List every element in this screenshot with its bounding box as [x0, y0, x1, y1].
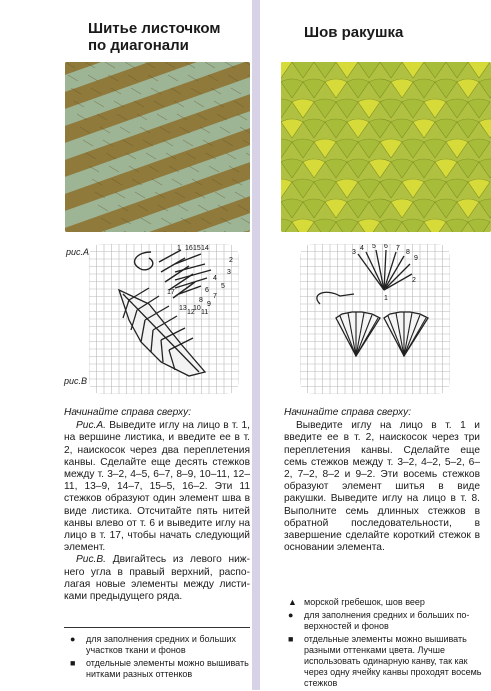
left-paragraph-b	[64, 554, 250, 603]
diagram-point-label: 15	[193, 245, 201, 252]
shell-stitch-photo	[281, 62, 491, 232]
column-divider	[252, 0, 260, 690]
right-notes	[282, 597, 488, 691]
diagram-point-label: 2	[412, 277, 416, 284]
diagram-point-label: 5	[221, 283, 225, 290]
right-lead: Начинайте справа сверху:	[284, 407, 412, 418]
left-para-a-text: Выведите иглу на лицо в т. 1, на вершине листика, и введите ее в т. 2, наискосок через два переплетения канвы. Сделайте еще десять стежков между т. 3–2, 4–5, 6–7, 8–9, 10–11, 12–11, 13–9, 14–7, 15–5, 16–2. Эти 11 стежков образуют один элемент шва в виде листика. Отсчитайте пять нитей канвы влево от т. 6 и выведите иглу на лицо в т. 17, чтобы начать следующий элемент.	[64, 420, 250, 554]
right-note-text: морской гребешок, шов веер	[304, 597, 425, 607]
circle-bullet-icon: ●	[288, 610, 294, 620]
right-note	[282, 610, 488, 632]
diagram-point-label: 10	[193, 305, 201, 312]
right-paragraph: Выведите иглу на лицо в т. 1 и введите ее в т. 2, наискосок через три переплетения канвы. Сделайте еще семь стежков между т. 3–2, 4–2, 5–2, 6–2, 7–2, 8–2 и 9–2. Эти восемь стежков образуют элемент шитья в виде ракушки. Выведите иглу на лицо в т. 8. Выполните семь длинных стежков в обратной последовательности, в завершение сделайте короткий стежок в основании элемента.	[284, 420, 480, 554]
diagram-point-label: 11	[201, 309, 209, 316]
diagram-point-label: 5	[372, 244, 376, 250]
diagram-point-label: 8	[199, 297, 203, 304]
left-para-a-fig: Рис.А.	[76, 420, 107, 432]
diagram-point-label: 8	[406, 249, 410, 256]
left-note-text: для заполнения средних и больших участков ткани и фонов	[86, 634, 237, 655]
circle-bullet-icon: ●	[70, 634, 76, 644]
diagram-point-label: 6	[384, 244, 388, 250]
diagram-point-label: 9	[414, 255, 418, 262]
left-para-b-text: Двигайтесь из левого нижнего угла в правый верхний, располагая новые элементы между листиками предыдущего ряда.	[64, 554, 250, 603]
left-title-line1: Шитье листочком	[88, 20, 221, 37]
left-note-text: отдельные элементы можно вышивать нитками разных оттенков	[86, 658, 249, 679]
fig-a-label: рис.А	[66, 247, 90, 257]
diagram-point-label: 16	[185, 245, 193, 252]
right-note-text: отдельные элементы можно вышивать разными оттенками цвета. Лучше использовать одинарную канву, так как через одну ячейку канвы проходят восемь стежков	[304, 634, 482, 688]
right-title: Шов ракушка	[304, 24, 404, 41]
diagram-point-label: 7	[396, 245, 400, 252]
left-note	[64, 634, 250, 656]
diagram-point-label: 4	[360, 245, 364, 252]
diagram-point-label: 7	[213, 293, 217, 300]
diagram-point-label: 17	[167, 289, 175, 296]
diagram-point-label: 14	[201, 245, 209, 252]
left-title-line2: по диагонали	[88, 37, 189, 54]
left-paragraph-a	[64, 420, 250, 554]
square-bullet-icon: ■	[288, 634, 294, 644]
diagram-point-label: 13	[179, 305, 187, 312]
square-bullet-icon: ■	[70, 658, 76, 668]
diagram-point-label: 4	[213, 275, 217, 282]
left-lead: Начинайте справа сверху:	[64, 407, 192, 418]
left-instructions	[64, 407, 250, 603]
diagram-point-label: 2	[229, 257, 233, 264]
right-note	[282, 597, 488, 608]
left-para-b-fig: Рис.В.	[76, 554, 107, 566]
right-stitch-diagram	[300, 244, 450, 394]
left-note	[64, 658, 250, 680]
diagram-point-label: 12	[187, 309, 195, 316]
left-notes	[64, 627, 250, 682]
left-stitch-diagram	[89, 244, 239, 394]
diagram-point-label: 1	[384, 295, 388, 302]
diagram-point-label: 9	[207, 301, 211, 308]
right-note-text: для заполнения средних и больших поверхностей и фонов	[304, 610, 470, 631]
triangle-bullet-icon: ▲	[288, 597, 297, 607]
diagonal-leaf-photo	[65, 62, 250, 232]
diagram-point-label: 1	[177, 245, 181, 252]
fig-b-label: рис.В	[64, 376, 88, 386]
right-note	[282, 634, 488, 689]
left-title	[88, 20, 248, 54]
diagram-point-label: 6	[205, 287, 209, 294]
right-instructions	[284, 407, 480, 554]
diagram-point-label: 3	[227, 269, 231, 276]
diagram-point-label: 3	[352, 249, 356, 256]
